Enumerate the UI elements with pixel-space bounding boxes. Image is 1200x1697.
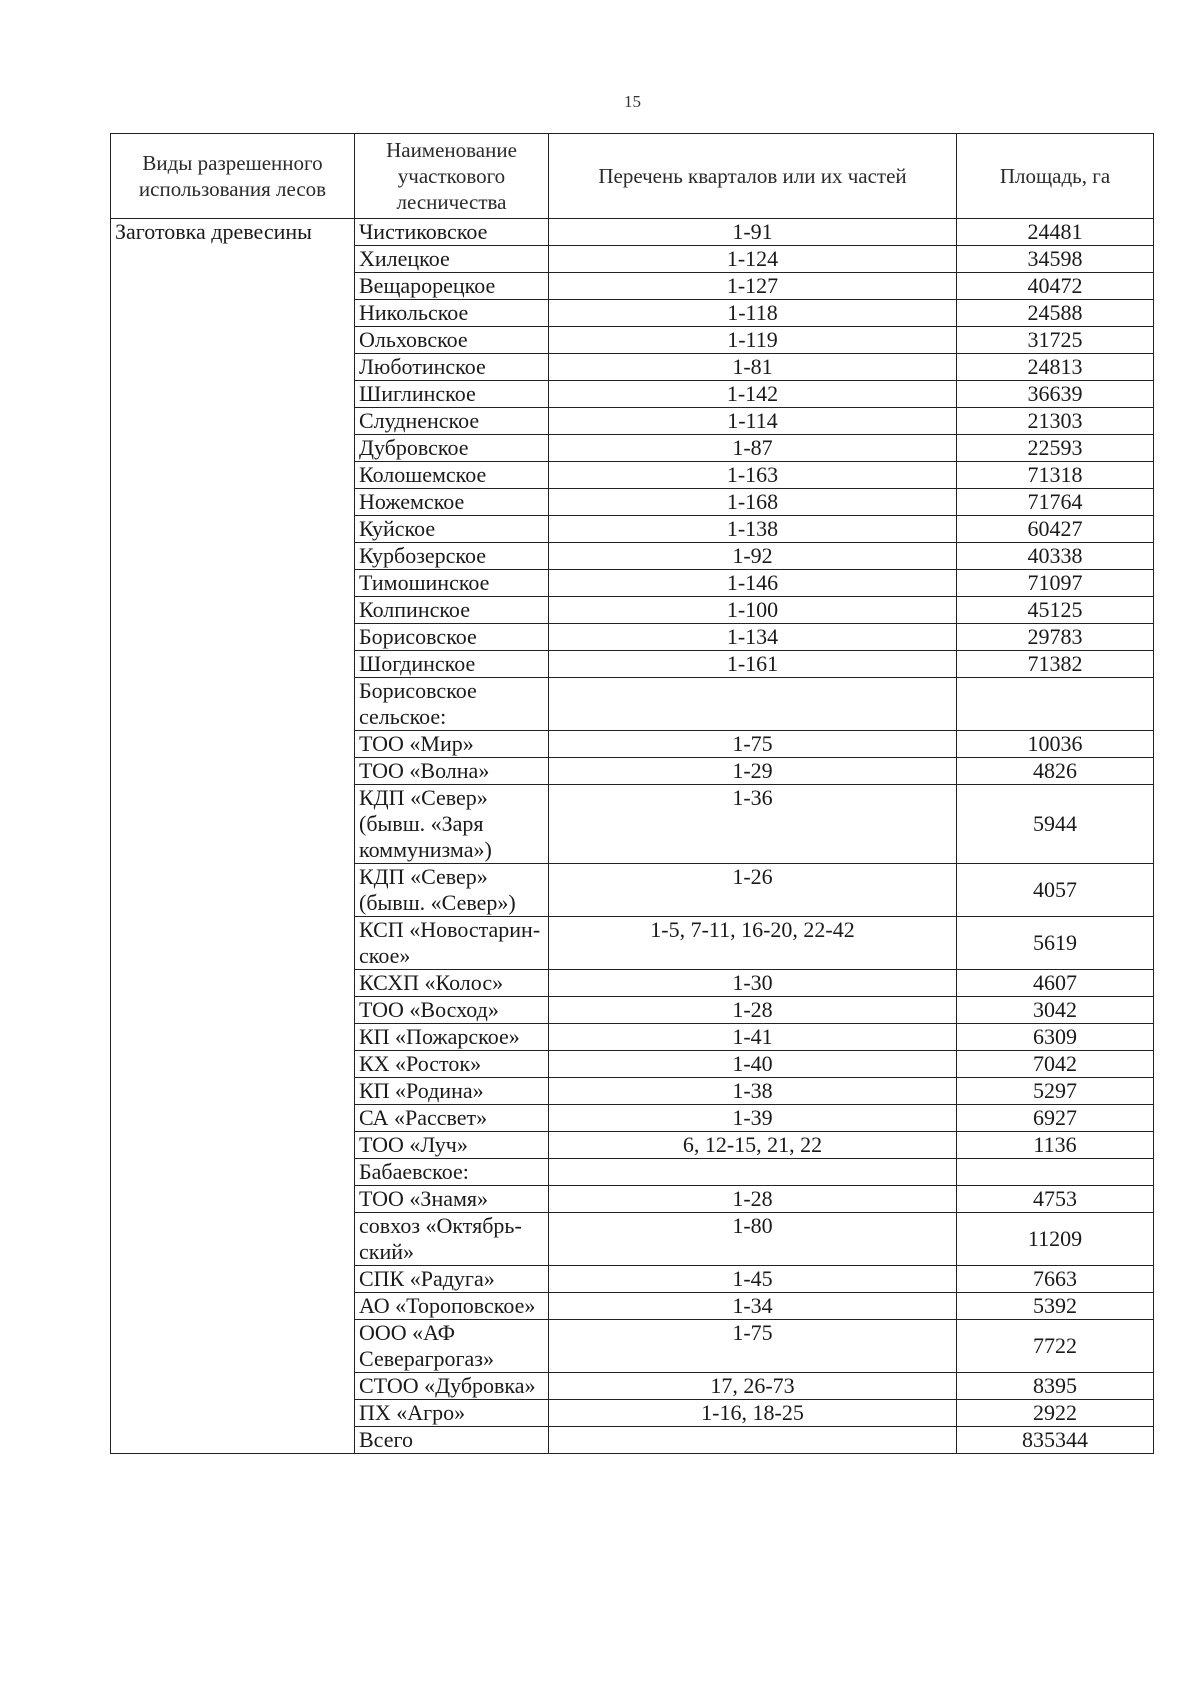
area-cell: 31725 (957, 327, 1154, 354)
header-quarters: Перечень кварталов или их частей (549, 134, 957, 219)
area-cell: 5297 (957, 1078, 1154, 1105)
quarters-cell: 1-28 (549, 1186, 957, 1213)
quarters-cell: 17, 26-73 (549, 1373, 957, 1400)
forestry-name-cell: Ножемское (355, 489, 549, 516)
quarters-cell: 1-87 (549, 435, 957, 462)
area-cell: 24813 (957, 354, 1154, 381)
quarters-cell: 1-41 (549, 1024, 957, 1051)
quarters-cell: 1-134 (549, 624, 957, 651)
forestry-name-cell: Курбозерское (355, 543, 549, 570)
quarters-cell (549, 1427, 957, 1454)
area-cell (957, 1159, 1154, 1186)
area-cell: 6309 (957, 1024, 1154, 1051)
forestry-name-cell: СПК «Радуга» (355, 1266, 549, 1293)
area-cell: 45125 (957, 597, 1154, 624)
quarters-cell: 1-127 (549, 273, 957, 300)
area-cell: 3042 (957, 997, 1154, 1024)
quarters-cell: 1-161 (549, 651, 957, 678)
forestry-name-cell: Колпинское (355, 597, 549, 624)
area-cell: 71318 (957, 462, 1154, 489)
area-cell: 2922 (957, 1400, 1154, 1427)
forestry-name-cell: КХ «Росток» (355, 1051, 549, 1078)
forestry-name-cell: КСП «Новостарин-ское» (355, 917, 549, 970)
area-cell: 4057 (957, 864, 1154, 917)
forestry-name-cell: КДП «Север» (бывш. «Заря коммунизма») (355, 785, 549, 864)
quarters-cell: 1-81 (549, 354, 957, 381)
quarters-cell: 1-39 (549, 1105, 957, 1132)
quarters-cell: 1-29 (549, 758, 957, 785)
area-cell: 5619 (957, 917, 1154, 970)
area-cell: 7663 (957, 1266, 1154, 1293)
forestry-name-cell: Шиглинское (355, 381, 549, 408)
area-cell: 7722 (957, 1320, 1154, 1373)
forestry-name-cell: Чистиковское (355, 219, 549, 246)
table-body (111, 219, 1154, 1454)
forestry-name-cell: ТОО «Восход» (355, 997, 549, 1024)
forestry-name-cell: Колошемское (355, 462, 549, 489)
forestry-name-cell: СТОО «Дубровка» (355, 1373, 549, 1400)
quarters-cell: 1-168 (549, 489, 957, 516)
area-cell: 8395 (957, 1373, 1154, 1400)
forestry-name-cell: Люботинское (355, 354, 549, 381)
area-cell: 71764 (957, 489, 1154, 516)
quarters-cell (549, 1159, 957, 1186)
forestry-name-cell: КСХП «Колос» (355, 970, 549, 997)
forestry-name-cell: Ольховское (355, 327, 549, 354)
quarters-cell: 1-124 (549, 246, 957, 273)
quarters-cell: 1-100 (549, 597, 957, 624)
area-cell: 71097 (957, 570, 1154, 597)
page-number: 15 (624, 92, 641, 111)
forestry-name-cell: совхоз «Октябрь-ский» (355, 1213, 549, 1266)
forestry-name-cell: ПХ «Агро» (355, 1400, 549, 1427)
quarters-cell: 1-36 (549, 785, 957, 864)
forestry-name-cell: Борисовское сельское: (355, 678, 549, 731)
quarters-cell: 1-34 (549, 1293, 957, 1320)
forestry-name-cell: ТОО «Волна» (355, 758, 549, 785)
table-header-row (111, 134, 1154, 219)
quarters-cell: 1-80 (549, 1213, 957, 1266)
area-cell: 40472 (957, 273, 1154, 300)
quarters-cell: 1-92 (549, 543, 957, 570)
quarters-cell (549, 678, 957, 731)
quarters-cell: 1-40 (549, 1051, 957, 1078)
forestry-name-cell: КП «Родина» (355, 1078, 549, 1105)
quarters-cell: 1-45 (549, 1266, 957, 1293)
area-cell: 4826 (957, 758, 1154, 785)
area-cell (957, 678, 1154, 731)
quarters-cell: 1-142 (549, 381, 957, 408)
area-cell: 5944 (957, 785, 1154, 864)
quarters-cell: 1-5, 7-11, 16-20, 22-42 (549, 917, 957, 970)
area-cell: 4607 (957, 970, 1154, 997)
area-cell: 40338 (957, 543, 1154, 570)
quarters-cell: 1-28 (549, 997, 957, 1024)
forestry-name-cell: КДП «Север» (бывш. «Север») (355, 864, 549, 917)
forestry-name-cell: Слудненское (355, 408, 549, 435)
quarters-cell: 1-75 (549, 731, 957, 758)
area-cell: 1136 (957, 1132, 1154, 1159)
area-cell: 36639 (957, 381, 1154, 408)
header-area: Площадь, га (957, 134, 1154, 219)
area-cell: 835344 (957, 1427, 1154, 1454)
quarters-cell: 1-16, 18-25 (549, 1400, 957, 1427)
forestry-name-cell: АО «Тороповское» (355, 1293, 549, 1320)
header-usage-type: Виды разрешенного использования лесов (111, 134, 355, 219)
quarters-cell: 1-26 (549, 864, 957, 917)
forestry-name-cell: Шогдинское (355, 651, 549, 678)
quarters-cell: 1-146 (549, 570, 957, 597)
quarters-cell: 1-119 (549, 327, 957, 354)
forestry-name-cell: ООО «АФ Северагрогаз» (355, 1320, 549, 1373)
forestry-name-cell: ТОО «Мир» (355, 731, 549, 758)
forestry-name-cell: ТОО «Луч» (355, 1132, 549, 1159)
forestry-name-cell: Тимошинское (355, 570, 549, 597)
header-forestry-name: Наименование участкового лесничества (355, 134, 549, 219)
forestry-name-cell: СА «Рассвет» (355, 1105, 549, 1132)
forest-use-table (110, 133, 1154, 1454)
area-cell: 22593 (957, 435, 1154, 462)
area-cell: 4753 (957, 1186, 1154, 1213)
forestry-name-cell: Никольское (355, 300, 549, 327)
area-cell: 7042 (957, 1051, 1154, 1078)
forestry-name-cell: Хилецкое (355, 246, 549, 273)
quarters-cell: 1-91 (549, 219, 957, 246)
quarters-cell: 1-114 (549, 408, 957, 435)
forestry-name-cell: Вещарорецкое (355, 273, 549, 300)
forestry-name-cell: Всего (355, 1427, 549, 1454)
quarters-cell: 1-138 (549, 516, 957, 543)
area-cell: 6927 (957, 1105, 1154, 1132)
area-cell: 24588 (957, 300, 1154, 327)
area-cell: 5392 (957, 1293, 1154, 1320)
quarters-cell: 1-118 (549, 300, 957, 327)
forestry-name-cell: Бабаевское: (355, 1159, 549, 1186)
quarters-cell: 1-30 (549, 970, 957, 997)
usage-type-cell: Заготовка древесины (111, 219, 355, 1454)
quarters-cell: 1-163 (549, 462, 957, 489)
area-cell: 29783 (957, 624, 1154, 651)
forestry-name-cell: Борисовское (355, 624, 549, 651)
quarters-cell: 1-75 (549, 1320, 957, 1373)
area-cell: 24481 (957, 219, 1154, 246)
forestry-name-cell: ТОО «Знамя» (355, 1186, 549, 1213)
quarters-cell: 6, 12-15, 21, 22 (549, 1132, 957, 1159)
area-cell: 21303 (957, 408, 1154, 435)
forestry-name-cell: КП «Пожарское» (355, 1024, 549, 1051)
quarters-cell: 1-38 (549, 1078, 957, 1105)
area-cell: 60427 (957, 516, 1154, 543)
table-row (111, 219, 1154, 246)
forestry-name-cell: Куйское (355, 516, 549, 543)
area-cell: 34598 (957, 246, 1154, 273)
area-cell: 10036 (957, 731, 1154, 758)
area-cell: 11209 (957, 1213, 1154, 1266)
forestry-name-cell: Дубровское (355, 435, 549, 462)
area-cell: 71382 (957, 651, 1154, 678)
